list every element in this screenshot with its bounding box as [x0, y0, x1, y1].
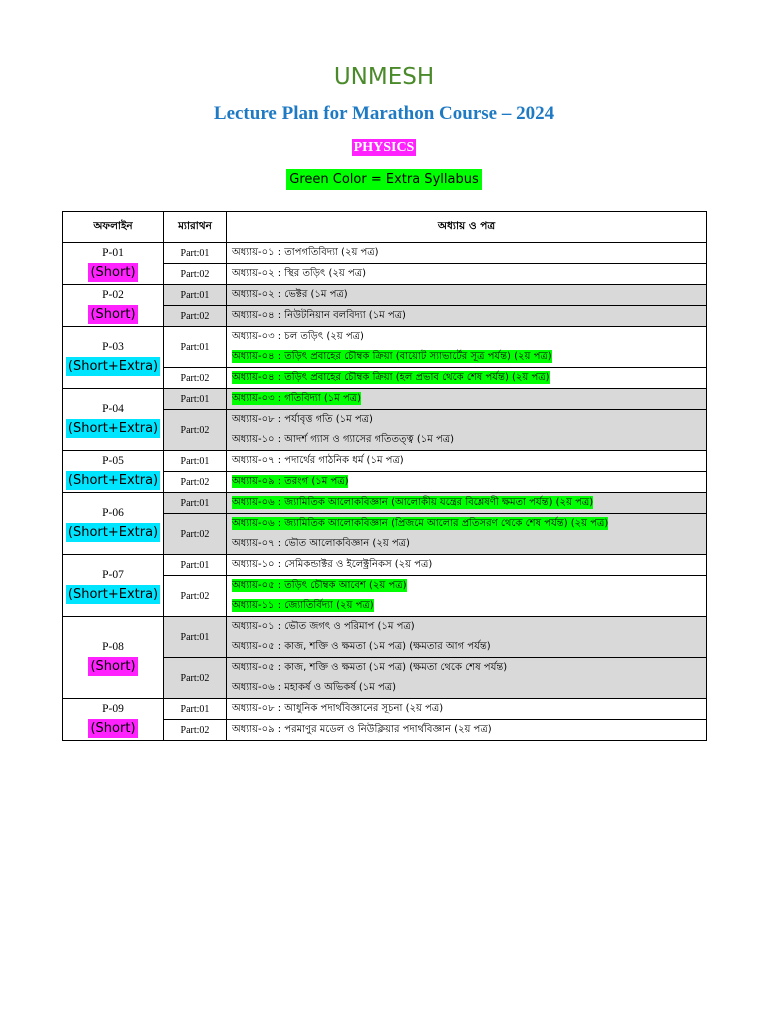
table-body — [63, 243, 707, 741]
chapter-text: অধ্যায়-০৯ : পরমাণুর মডেল ও নিউক্লিয়ার পদার্থবিজ্ঞান (২য় পত্র) — [232, 724, 492, 735]
batch-tag: (Short+Extra) — [67, 420, 159, 436]
chapter-cell — [227, 720, 707, 741]
chapter-line — [232, 243, 706, 263]
part-label: Part:02 — [164, 306, 227, 327]
chapter-line — [232, 534, 706, 554]
chapter-line — [232, 555, 706, 575]
chapter-text: অধ্যায়-০৭ : পদার্থের গাঠনিক ধর্ম (১ম পত্র) — [232, 455, 404, 466]
brand-title: UNMESH — [333, 64, 435, 90]
part-label: Part:02 — [164, 576, 227, 617]
part-label: Part:02 — [164, 514, 227, 555]
chapter-cell — [227, 285, 707, 306]
batch-tag: (Short) — [90, 658, 136, 674]
chapter-line — [232, 617, 706, 637]
batch-tag: (Short+Extra) — [67, 586, 159, 602]
table-row — [63, 493, 707, 514]
chapter-cell — [227, 699, 707, 720]
part-label: Part:01 — [164, 699, 227, 720]
batch-cell — [63, 555, 164, 617]
chapter-line-extra — [232, 472, 706, 492]
chapter-cell — [227, 410, 707, 451]
chapter-text: অধ্যায়-০৫ : তড়িৎ চৌম্বক আবেশ (২য় পত্র) — [232, 580, 407, 591]
batch-code: P-08 — [102, 640, 124, 653]
batch-tag: (Short) — [90, 720, 136, 736]
chapter-cell — [227, 264, 707, 285]
chapter-cell — [227, 576, 707, 617]
chapter-cell — [227, 514, 707, 555]
chapter-cell — [227, 493, 707, 514]
chapter-line — [232, 430, 706, 450]
chapter-text: অধ্যায়-০৬ : জ্যামিতিক আলোকবিজ্ঞান (প্রিজমে আলোর প্রতিসরণ থেকে শেষ পর্যন্ত) (২য় পত্র) — [232, 518, 609, 529]
table-row — [63, 327, 707, 368]
part-label: Part:02 — [164, 368, 227, 389]
chapter-cell — [227, 368, 707, 389]
lecture-plan-table — [62, 211, 707, 741]
table-row — [63, 617, 707, 658]
batch-tag: (Short+Extra) — [67, 524, 159, 540]
chapter-cell — [227, 555, 707, 576]
part-label: Part:01 — [164, 493, 227, 514]
chapter-text: অধ্যায়-০৪ : তড়িৎ প্রবাহের চৌম্বক ক্রিয়া (বায়োট স্যাভার্টের সূত্র পর্যন্ত) (২য় পত্র) — [232, 351, 552, 362]
part-label: Part:01 — [164, 285, 227, 306]
chapter-text: অধ্যায়-০২ : ভেক্টর (১ম পত্র) — [232, 289, 348, 300]
part-label: Part:02 — [164, 658, 227, 699]
chapter-line — [232, 678, 706, 698]
chapter-cell — [227, 243, 707, 264]
batch-tag: (Short+Extra) — [67, 358, 159, 374]
batch-code: P-07 — [102, 568, 124, 581]
chapter-line — [232, 658, 706, 678]
chapter-line-extra — [232, 596, 706, 616]
batch-code: P-04 — [102, 402, 124, 415]
part-label: Part:02 — [164, 720, 227, 741]
chapter-text: অধ্যায়-০৪ : নিউটনিয়ান বলবিদ্যা (১ম পত্র) — [232, 310, 406, 321]
batch-code: P-02 — [102, 288, 124, 301]
part-label: Part:01 — [164, 243, 227, 264]
batch-cell — [63, 699, 164, 741]
chapter-line — [232, 327, 706, 347]
chapter-text: অধ্যায়-০৬ : মহাকর্ষ ও অভিকর্ষ (১ম পত্র) — [232, 682, 397, 693]
chapter-line-extra — [232, 389, 706, 409]
chapter-line-extra — [232, 347, 706, 367]
subject-label — [0, 136, 768, 156]
chapter-line-extra — [232, 368, 706, 388]
part-label: Part:01 — [164, 389, 227, 410]
batch-code: P-03 — [102, 340, 124, 353]
part-label: Part:02 — [164, 472, 227, 493]
chapter-cell — [227, 617, 707, 658]
batch-cell — [63, 493, 164, 555]
chapter-text: অধ্যায়-০২ : স্থির তড়িৎ (২য় পত্র) — [232, 268, 366, 279]
chapter-text: অধ্যায়-০৮ : আধুনিক পদার্থবিজ্ঞানের সূচনা (২য় পত্র) — [232, 703, 444, 714]
chapter-text: অধ্যায়-০৬ : জ্যামিতিক আলোকবিজ্ঞান (আলোকীয় যন্ত্রের বিশ্লেষণী ক্ষমতা পর্যন্ত) (২য় পত্র) — [232, 497, 594, 508]
batch-code: P-01 — [102, 246, 124, 259]
part-label: Part:01 — [164, 451, 227, 472]
chapter-text: অধ্যায়-০৯ : তরংগ (১ম পত্র) — [232, 476, 349, 487]
batch-cell — [63, 389, 164, 451]
part-label: Part:02 — [164, 410, 227, 451]
chapter-line-extra — [232, 576, 706, 596]
part-label: Part:01 — [164, 555, 227, 576]
table-header-row — [63, 212, 707, 243]
chapter-text: অধ্যায়-০১ : তাপগতিবিদ্যা (২য় পত্র) — [232, 247, 379, 258]
batch-cell — [63, 285, 164, 327]
chapter-text: অধ্যায়-১০ : আদর্শ গ্যাস ও গ্যাসের গতিতত্ত্ব (১ম পত্র) — [232, 434, 455, 445]
chapter-text: অধ্যায়-০৫ : কাজ, শক্তি ও ক্ষমতা (১ম পত্র) (ক্ষমতা থেকে শেষ পর্যন্ত) — [232, 662, 508, 673]
table-row — [63, 243, 707, 264]
chapter-line — [232, 285, 706, 305]
table-row — [63, 555, 707, 576]
batch-cell — [63, 327, 164, 389]
legend — [0, 168, 768, 187]
chapter-text: অধ্যায়-০৪ : তড়িৎ প্রবাহের চৌম্বক ক্রিয়া (হল প্রভাব থেকে শেষ পর্যন্ত) (২য় পত্র) — [232, 372, 550, 383]
chapter-line — [232, 699, 706, 719]
batch-tag: (Short) — [90, 264, 136, 280]
batch-cell — [63, 243, 164, 285]
part-label: Part:01 — [164, 327, 227, 368]
chapter-line-extra — [232, 514, 706, 534]
chapter-line — [232, 306, 706, 326]
chapter-cell — [227, 306, 707, 327]
chapter-text: অধ্যায়-০৭ : ভৌত আলোকবিজ্ঞান (২য় পত্র) — [232, 538, 410, 549]
chapter-cell — [227, 451, 707, 472]
table-row — [63, 699, 707, 720]
batch-cell — [63, 451, 164, 493]
chapter-line — [232, 410, 706, 430]
chapter-text: অধ্যায়-১১ : জ্যোতির্বিদ্যা (২য় পত্র) — [232, 600, 374, 611]
table-row — [63, 389, 707, 410]
chapter-text: অধ্যায়-০৩ : গতিবিদ্যা (১ম পত্র) — [232, 393, 362, 404]
chapter-text: অধ্যায়-০৫ : কাজ, শক্তি ও ক্ষমতা (১ম পত্র) (ক্ষমতার আগ পর্যন্ত) — [232, 641, 491, 652]
chapter-cell — [227, 658, 707, 699]
batch-cell — [63, 617, 164, 699]
part-label: Part:01 — [164, 617, 227, 658]
chapter-line — [232, 264, 706, 284]
subject-badge: PHYSICS — [353, 140, 415, 155]
page-title: Lecture Plan for Marathon Course – 2024 — [213, 103, 555, 124]
chapter-text: অধ্যায়-০৩ : চল তড়িৎ (২য় পত্র) — [232, 331, 364, 342]
chapter-line — [232, 451, 706, 471]
chapter-text: অধ্যায়-০১ : ভৌত জগৎ ও পরিমাপ (১ম পত্র) — [232, 621, 415, 632]
chapter-line — [232, 637, 706, 657]
legend-text: Green Color = Extra Syllabus — [286, 169, 481, 190]
header-offline: অফলাইন — [63, 212, 164, 243]
batch-code: P-06 — [102, 506, 124, 519]
header-chapter: অধ্যায় ও পত্র — [227, 212, 707, 243]
table-row — [63, 451, 707, 472]
chapter-cell — [227, 389, 707, 410]
chapter-text: অধ্যায়-১০ : সেমিকন্ডাক্টর ও ইলেক্ট্রনিকস (২য় পত্র) — [232, 559, 433, 570]
chapter-cell — [227, 472, 707, 493]
part-label: Part:02 — [164, 264, 227, 285]
batch-tag: (Short+Extra) — [67, 472, 159, 488]
chapter-line-extra — [232, 493, 706, 513]
chapter-text: অধ্যায়-০৮ : পর্যাবৃত্ত গতি (১ম পত্র) — [232, 414, 373, 425]
chapter-cell — [227, 327, 707, 368]
batch-code: P-05 — [102, 454, 124, 467]
table-row — [63, 285, 707, 306]
batch-tag: (Short) — [90, 306, 136, 322]
chapter-line — [232, 720, 706, 740]
batch-code: P-09 — [102, 702, 124, 715]
header-marathon: ম্যারাথন — [164, 212, 227, 243]
